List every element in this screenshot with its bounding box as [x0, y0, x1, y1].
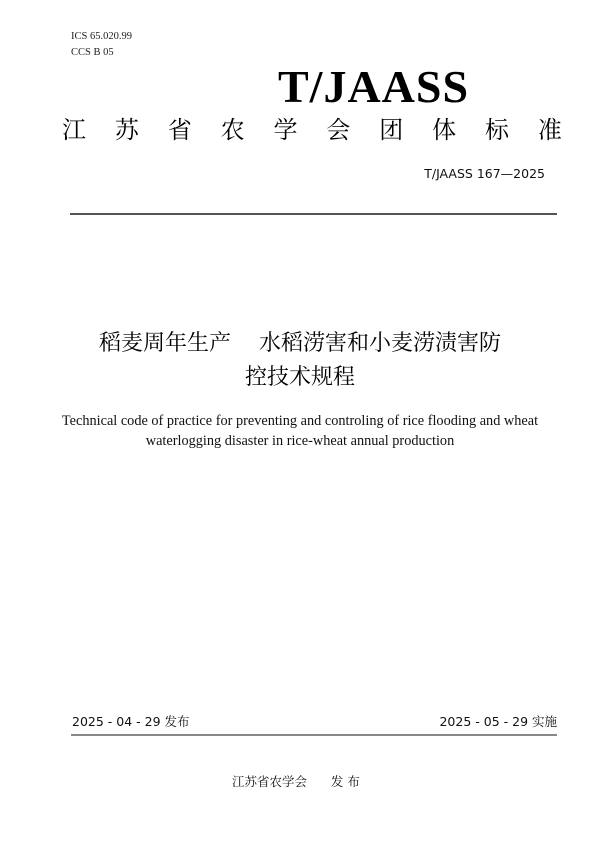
document-title-english — [40, 411, 560, 451]
header-divider — [70, 213, 557, 215]
ccs-code: CCS B 05 — [71, 47, 114, 58]
title-en-line-1: Technical code of practice for preventing and controling of rice flooding and wheat — [61, 413, 539, 429]
org-title-char: 团 — [379, 116, 404, 144]
title-cn-line-2: 控技术规程 — [244, 365, 355, 390]
title-cn-line-1: 稻麦周年生产 水稻涝害和小麦涝渍害防 — [99, 331, 501, 356]
org-title-char: 会 — [326, 116, 351, 144]
org-title-char: 体 — [432, 116, 457, 144]
title-en-line-2: waterlogging disaster in rice-wheat annual production — [145, 433, 455, 449]
publish-date: 2025 - 04 - 29 发布 — [72, 714, 190, 729]
document-title-chinese — [40, 327, 560, 395]
org-title-char: 江 — [62, 116, 86, 144]
org-title-char: 省 — [167, 116, 192, 144]
publisher: 江苏省农学会 发 布 — [232, 774, 360, 789]
standard-number: T/JAASS 167—2025 — [424, 166, 545, 181]
org-title-char: 农 — [220, 116, 245, 144]
org-title-char: 标 — [485, 116, 509, 144]
organization-standard-title — [62, 114, 562, 146]
standard-brand-logo: T/JAASS — [278, 61, 470, 112]
ics-code: ICS 65.020.99 — [71, 31, 132, 42]
org-title-char: 苏 — [114, 116, 139, 144]
implementation-date: 2025 - 05 - 29 实施 — [439, 714, 557, 729]
org-title-char: 准 — [537, 116, 562, 144]
footer-divider — [71, 734, 557, 736]
org-title-char: 学 — [273, 116, 298, 144]
